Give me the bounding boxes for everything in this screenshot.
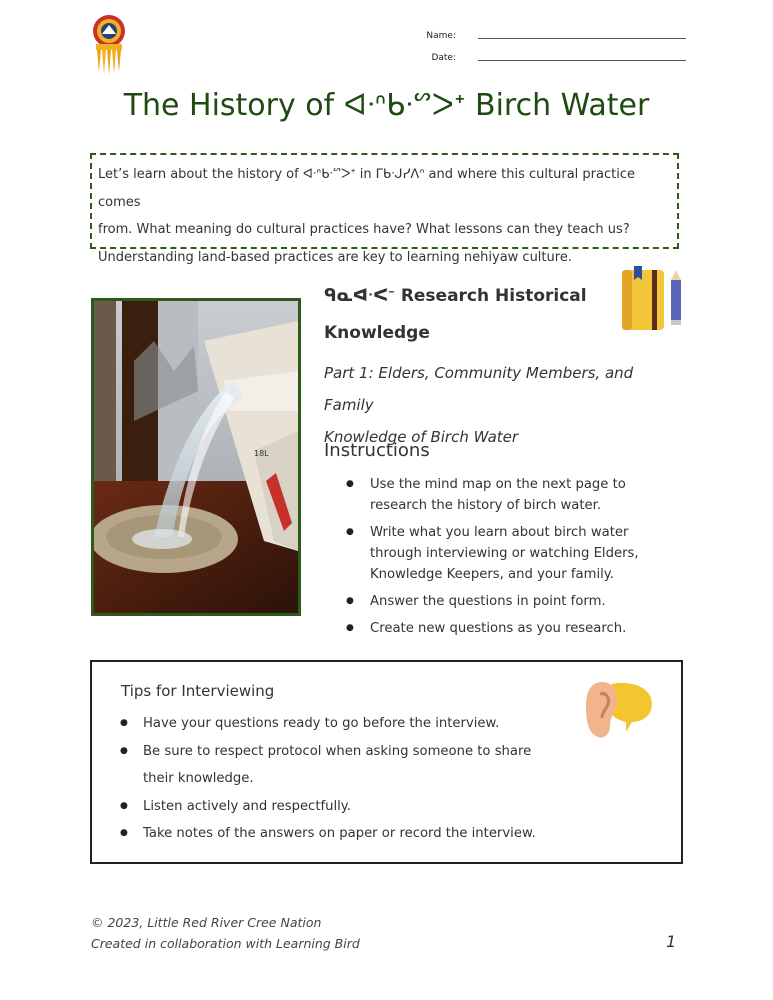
research-heading-syllabics: ᑫᓇᐊᐧᐸᐨ: [324, 286, 395, 306]
intro-line-3: Understanding land-based practices are key to learning nehiyaw culture.: [98, 249, 572, 265]
photo-illustration: [94, 301, 298, 613]
instruction-item: ● Use the mind map on the next page to research the history of birch water.: [346, 474, 676, 516]
footer-copyright: © 2023, Little Red River Cree Nation: [91, 915, 322, 930]
tip-item: ● Listen actively and respectfully.: [120, 793, 550, 821]
name-label: Name:: [426, 31, 456, 41]
name-field-line[interactable]: [478, 38, 686, 39]
instruction-item: ● Create new questions as you research.: [346, 618, 676, 639]
tips-list: [120, 710, 550, 848]
part-1-heading: [324, 357, 684, 453]
footer-credit: Created in collaboration with Learning Bird: [91, 936, 360, 951]
instruction-item: ● Write what you learn about birch water through interviewing or watching Elders, Knowledge Keepers, and your family.: [346, 522, 676, 585]
birch-water-photo: [91, 298, 301, 616]
intro-box: [90, 153, 679, 265]
page-number: 1: [666, 932, 677, 951]
instructions-heading: Instructions: [324, 440, 430, 461]
date-label: Date:: [431, 53, 456, 63]
research-heading-line-2: Knowledge: [324, 323, 430, 343]
tip-item: ● Take notes of the answers on paper or record the interview.: [120, 820, 550, 848]
part-1-line-1: Part 1: Elders, Community Members, and Family: [324, 364, 634, 414]
research-heading: [324, 278, 594, 352]
bucket-label: 18L: [254, 449, 269, 458]
tip-item: ● Be sure to respect protocol when asking someone to share their knowledge.: [120, 738, 550, 793]
tip-item: ● Have your questions ready to go before the interview.: [120, 710, 550, 738]
instructions-list: [346, 474, 676, 645]
page-title: The History of ᐊᐧᐢᑲᐧᔥᐳᐩ Birch Water: [123, 88, 650, 123]
research-heading-line-1: Research Historical: [400, 286, 587, 306]
notebook-pencil-icon: [620, 266, 686, 332]
intro-line-1: Let’s learn about the history of ᐊᐧᐢᑲᐧᔥᐳᐩ in ᒥᑲᐧᒍᓯᐱᐢ and where this cultural practice comes: [98, 167, 635, 210]
ear-speech-bubble-icon: [582, 676, 656, 742]
part-1-line-2: Knowledge of Birch Water: [324, 428, 519, 446]
tips-heading: Tips for Interviewing: [121, 682, 275, 700]
nation-logo: [90, 14, 128, 76]
instruction-item: ● Answer the questions in point form.: [346, 591, 676, 612]
intro-line-2: from. What meaning do cultural practices have? What lessons can they teach us?: [98, 222, 630, 237]
date-field-line[interactable]: [478, 60, 686, 61]
